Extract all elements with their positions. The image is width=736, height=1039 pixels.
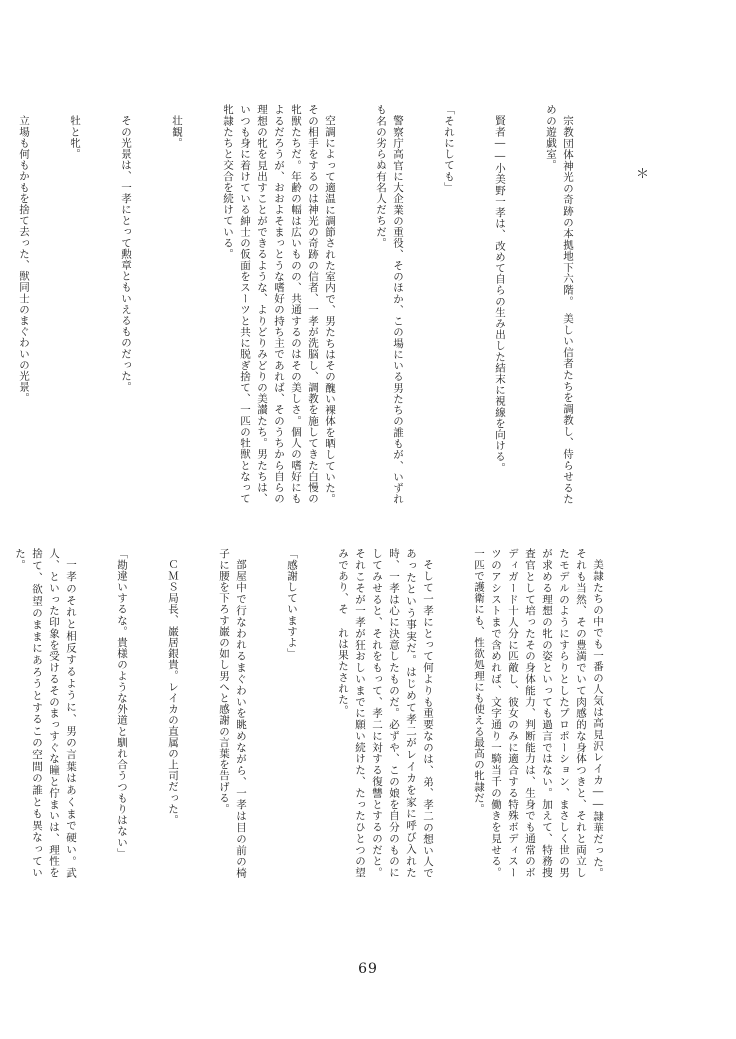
paragraph: 牡と牝。 <box>69 114 81 159</box>
paragraph: 立場も何もかもを捨て去った、獣同士のまぐわいの光景。 <box>18 114 30 404</box>
paragraph: 「それにしても」 <box>443 104 455 193</box>
paragraph: 空調によって適温に調節された室内で、男たちはその醜い裸体を晒していた。その相手をするのは神光の奇跡の信者、一孝が洗脳し、調教を施してきた白慢の牝獣たちだ。年齢の幅は広いものの、共通するのはその美しさ。個人の嗜好にもよるだろうが、おおよそまっとうな嗜好の持ち主であれば、そのうちから自らの理想の牝を見出すことができるような、よりどりみどりの美讃たち。男たちは、いつも身に着けている紳士の仮面をスーツと共に脱ぎ捨て、一匹の牡獣となって牝隷たちと交合を続けている。 <box>222 104 336 504</box>
paragraph: 宗教団体神光の奇跡の本拠地下六階。 美しい信者たちを調教し、侍らせるための遊戯室。 <box>545 104 574 504</box>
paragraph: 部屋中で行なわれるまぐわいを眺めながら、一孝は目の前の椅子に腰を下ろす巌の如し男へと感謝の言葉を告げる。 <box>218 548 247 878</box>
paragraph: 「勘違いするな。貴様のような外道と馴れ合うつもりはない」 <box>116 548 128 859</box>
body-text-lower <box>0 548 640 878</box>
paragraph: 警察庁高官に大企業の重役、そのほか、この場にいる男たちの誰もが、いずれも名の劣らぬ有名人だちだ。 <box>375 104 404 504</box>
paragraph: 「感謝していますよ」 <box>286 548 298 659</box>
page-number: 69 <box>358 961 378 977</box>
paragraph: 美隷たちの中でも一番の人気は高見沢レイカ――隷華だった。それも当然、その豊満でいて肉感的な身体つきと、それと両立したモデルのようにすらりとしたプロポーション、まさしく世の男が求める理想の牝の姿といっても過言ではない。加えて、特務捜査官として培ったその身体能力、判断能力は、生身でも通常のボディガード十人分に匹敵し、彼女のみに適合する特殊ボディスーツのアシストまで含めれば、文字通り一騎当千の働きを見せる。一匹で護衛にも、性欲処理にも使える最高の牝隷だ。 <box>473 548 604 878</box>
paragraph: そして一孝にとって何よりも重要なのは、弟、孝二の想い人であったという事実だ。はじめて孝二がレイカを家に呼び入れた時、一孝は心に決意したものだ。必ずや、この娘を自分のものにしてみせると、それをもって、孝二に対する復讐とするのだと。それこそが一孝が狂おしいまでに願い続けた、たったひとつの望みであり、そ れは果たされた。 <box>337 548 434 878</box>
paragraph: 壮観。 <box>171 114 183 148</box>
paragraph: 一孝のそれと相反するように、男の言葉はあくまで硬い。武人、といった印象を受けるそのまっすぐな瞳と佇まいは、理性を捨て、欲望のままにあろうとするこの空間の誰とも異なっていた。 <box>14 548 77 878</box>
paragraph: その光景は、一孝にとって勲章ともいえるものだった。 <box>120 114 132 392</box>
body-text-upper <box>0 104 610 504</box>
section-marker: ＊ <box>636 167 650 182</box>
paragraph: 賢者――小美野一孝は、改めて自らの生み出した結末に視線を向ける。 <box>494 114 506 473</box>
paragraph: ＣＭＳ局長、巌居銀貴。レイカの直属の上司だった。 <box>167 558 179 825</box>
